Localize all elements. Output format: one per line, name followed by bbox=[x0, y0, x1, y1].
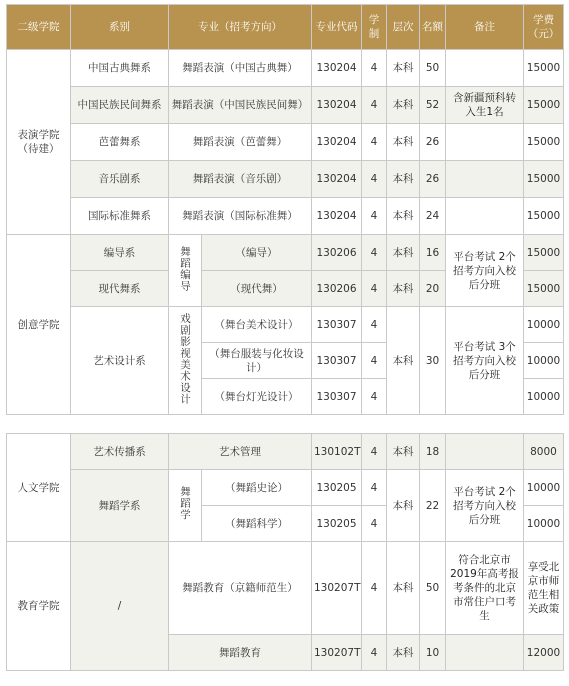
fee-cell: 10000 bbox=[524, 307, 564, 343]
code-cell: 130307 bbox=[312, 343, 362, 379]
table-row bbox=[7, 124, 564, 161]
note-cell bbox=[446, 124, 524, 161]
dept-cell: 编导系 bbox=[71, 235, 169, 271]
header-fee: 学费（元） bbox=[524, 5, 564, 50]
dept-cell: 中国民族民间舞系 bbox=[71, 87, 169, 124]
fee-cell: 15000 bbox=[524, 87, 564, 124]
major-cell: 舞蹈表演（中国古典舞） bbox=[169, 50, 312, 87]
code-cell: 130307 bbox=[312, 307, 362, 343]
dept-cell: 艺术传播系 bbox=[71, 434, 169, 470]
note-cell bbox=[446, 198, 524, 235]
quota-cell: 50 bbox=[420, 542, 446, 635]
header-code: 专业代码 bbox=[312, 5, 362, 50]
code-cell: 130204 bbox=[312, 50, 362, 87]
major-cell: （舞台美术设计） bbox=[202, 307, 312, 343]
major-cell: 舞蹈表演（国际标准舞） bbox=[169, 198, 312, 235]
college-education: 教育学院 bbox=[7, 542, 71, 671]
fee-cell: 15000 bbox=[524, 50, 564, 87]
fee-cell: 15000 bbox=[524, 271, 564, 307]
years-cell: 4 bbox=[362, 379, 387, 415]
dept-cell: 艺术设计系 bbox=[71, 307, 169, 415]
quota-cell: 26 bbox=[420, 161, 446, 198]
major-cell: 舞蹈表演（中国民族民间舞） bbox=[169, 87, 312, 124]
code-cell: 130102T bbox=[312, 434, 362, 470]
level-cell: 本科 bbox=[387, 271, 420, 307]
major-group-dance bbox=[169, 470, 202, 542]
major-cell: （舞台服装与化妆设计） bbox=[202, 343, 312, 379]
note-cell: 平台考试 3个招考方向入校后分班 bbox=[446, 307, 524, 415]
level-cell: 本科 bbox=[387, 542, 420, 635]
fee-cell: 享受北京市师范生相关政策 bbox=[524, 542, 564, 635]
admission-table-part1 bbox=[6, 4, 564, 415]
years-cell: 4 bbox=[362, 307, 387, 343]
dept-cell: 音乐剧系 bbox=[71, 161, 169, 198]
quota-cell: 16 bbox=[420, 235, 446, 271]
dept-cell: 现代舞系 bbox=[71, 271, 169, 307]
table-row bbox=[7, 198, 564, 235]
table-row bbox=[7, 50, 564, 87]
years-cell: 4 bbox=[362, 271, 387, 307]
fee-cell: 15000 bbox=[524, 198, 564, 235]
dept-cell: 中国古典舞系 bbox=[71, 50, 169, 87]
table-row bbox=[7, 307, 564, 343]
header-years: 学制 bbox=[362, 5, 387, 50]
college-creative: 创意学院 bbox=[7, 235, 71, 415]
major-group-choreo bbox=[169, 235, 202, 307]
header-note: 备注 bbox=[446, 5, 524, 50]
note-cell bbox=[446, 161, 524, 198]
admission-table-part2 bbox=[6, 433, 564, 671]
level-cell: 本科 bbox=[387, 307, 420, 415]
note-cell: 平台考试 2个招考方向入校后分班 bbox=[446, 235, 524, 307]
table-row bbox=[7, 470, 564, 506]
quota-cell: 50 bbox=[420, 50, 446, 87]
code-cell: 130204 bbox=[312, 124, 362, 161]
level-cell: 本科 bbox=[387, 434, 420, 470]
note-cell bbox=[446, 50, 524, 87]
years-cell: 4 bbox=[362, 235, 387, 271]
major-cell: 舞蹈表演（芭蕾舞） bbox=[169, 124, 312, 161]
major-cell: （舞蹈史论） bbox=[202, 470, 312, 506]
header-college: 二级学院 bbox=[7, 5, 71, 50]
note-cell bbox=[446, 434, 524, 470]
dept-cell: 舞蹈学系 bbox=[71, 470, 169, 542]
years-cell: 4 bbox=[362, 542, 387, 635]
quota-cell: 22 bbox=[420, 470, 446, 542]
header-level: 层次 bbox=[387, 5, 420, 50]
quota-cell: 18 bbox=[420, 434, 446, 470]
level-cell: 本科 bbox=[387, 50, 420, 87]
fee-cell: 15000 bbox=[524, 124, 564, 161]
years-cell: 4 bbox=[362, 506, 387, 542]
major-cell: 舞蹈表演（音乐剧） bbox=[169, 161, 312, 198]
years-cell: 4 bbox=[362, 87, 387, 124]
level-cell: 本科 bbox=[387, 87, 420, 124]
quota-cell: 24 bbox=[420, 198, 446, 235]
quota-cell: 10 bbox=[420, 635, 446, 671]
code-cell: 130206 bbox=[312, 271, 362, 307]
code-cell: 130204 bbox=[312, 198, 362, 235]
quota-cell: 52 bbox=[420, 87, 446, 124]
header-row bbox=[7, 5, 564, 50]
note-cell: 符合北京市2019年高考报考条件的北京市常住户口考生 bbox=[446, 542, 524, 635]
major-cell: 艺术管理 bbox=[169, 434, 312, 470]
level-cell: 本科 bbox=[387, 235, 420, 271]
code-cell: 130205 bbox=[312, 470, 362, 506]
table-row bbox=[7, 87, 564, 124]
note-cell: 含新疆预科转入生1名 bbox=[446, 87, 524, 124]
dept-cell: 芭蕾舞系 bbox=[71, 124, 169, 161]
code-cell: 130205 bbox=[312, 506, 362, 542]
major-group-label: 舞蹈学 bbox=[179, 486, 191, 521]
code-cell: 130204 bbox=[312, 161, 362, 198]
code-cell: 130307 bbox=[312, 379, 362, 415]
years-cell: 4 bbox=[362, 434, 387, 470]
years-cell: 4 bbox=[362, 161, 387, 198]
level-cell: 本科 bbox=[387, 161, 420, 198]
years-cell: 4 bbox=[362, 635, 387, 671]
years-cell: 4 bbox=[362, 50, 387, 87]
fee-cell: 8000 bbox=[524, 434, 564, 470]
major-cell: （舞蹈科学） bbox=[202, 506, 312, 542]
fee-cell: 10000 bbox=[524, 506, 564, 542]
years-cell: 4 bbox=[362, 343, 387, 379]
code-cell: 130207T bbox=[312, 542, 362, 635]
dept-cell: / bbox=[71, 542, 169, 671]
major-cell: （舞台灯光设计） bbox=[202, 379, 312, 415]
table-row bbox=[7, 542, 564, 635]
level-cell: 本科 bbox=[387, 635, 420, 671]
dept-cell: 国际标准舞系 bbox=[71, 198, 169, 235]
quota-cell: 30 bbox=[420, 307, 446, 415]
header-department: 系别 bbox=[71, 5, 169, 50]
quota-cell: 26 bbox=[420, 124, 446, 161]
header-quota: 名额 bbox=[420, 5, 446, 50]
level-cell: 本科 bbox=[387, 124, 420, 161]
fee-cell: 10000 bbox=[524, 470, 564, 506]
header-major: 专业（招考方向） bbox=[169, 5, 312, 50]
table-row bbox=[7, 434, 564, 470]
note-cell: 平台考试 2个招考方向入校后分班 bbox=[446, 470, 524, 542]
note-cell bbox=[446, 635, 524, 671]
major-group-label: 戏剧影视美术设计 bbox=[179, 312, 191, 405]
table-row bbox=[7, 235, 564, 271]
fee-cell: 10000 bbox=[524, 379, 564, 415]
code-cell: 130206 bbox=[312, 235, 362, 271]
quota-cell: 20 bbox=[420, 271, 446, 307]
fee-cell: 15000 bbox=[524, 235, 564, 271]
table-row bbox=[7, 161, 564, 198]
code-cell: 130207T bbox=[312, 635, 362, 671]
years-cell: 4 bbox=[362, 124, 387, 161]
major-group-design bbox=[169, 307, 202, 415]
level-cell: 本科 bbox=[387, 198, 420, 235]
major-cell: 舞蹈教育（京籍师范生） bbox=[169, 542, 312, 635]
code-cell: 130204 bbox=[312, 87, 362, 124]
college-performance: 表演学院（待建） bbox=[7, 50, 71, 235]
fee-cell: 12000 bbox=[524, 635, 564, 671]
years-cell: 4 bbox=[362, 470, 387, 506]
years-cell: 4 bbox=[362, 198, 387, 235]
major-cell: 舞蹈教育 bbox=[169, 635, 312, 671]
fee-cell: 10000 bbox=[524, 343, 564, 379]
major-group-label: 舞蹈编导 bbox=[179, 245, 191, 292]
fee-cell: 15000 bbox=[524, 161, 564, 198]
major-cell: （现代舞） bbox=[202, 271, 312, 307]
level-cell: 本科 bbox=[387, 470, 420, 542]
major-cell: （编导） bbox=[202, 235, 312, 271]
college-humanities: 人文学院 bbox=[7, 434, 71, 542]
